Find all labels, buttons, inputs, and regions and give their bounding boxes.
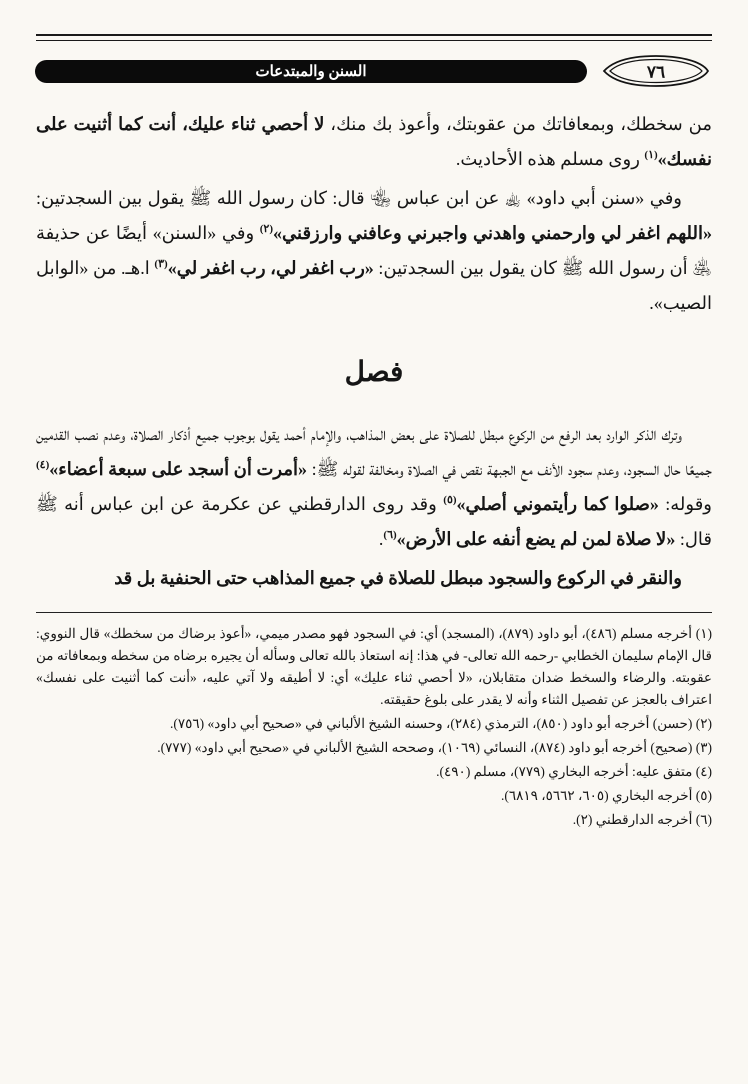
hadith-quote: «اللهم اغفر لي وارحمني واهدني واجبرني وعافني وارزقني» — [273, 223, 712, 243]
text-segment: وترك الذكر الوارد بعد الرفع من الركوع مبطل للصلاة على بعض المذاهب، والإمام أحمد يقول بوجوب جميع أذكار الصلاة، وعدم نصب القدمين جميعًا حال السجود، وعدم سجود الأنف مع الجبهة نقص في الصلاة ومخالفة لقوله ﷺ: — [36, 424, 712, 479]
paragraph-4: والنقر في الركوع والسجود مبطل للصلاة في جميع المذاهب حتى الحنفية بل قد — [114, 568, 682, 588]
footnote-6: (٦) أخرجه الدارقطني (٢). — [572, 812, 712, 827]
footnote-5: (٥) أخرجه البخاري (٦٠٥، ٥٦٦٢، ٦٨١٩). — [500, 788, 712, 803]
footnote-ref-3: (٣) — [154, 258, 168, 270]
text-segment: من سخطك، وبمعافاتك من عقوبتك، وأعوذ بك منك، — [324, 114, 712, 134]
paragraph-2 — [36, 181, 712, 321]
footnote-4: (٤) متفق عليه: أخرجه البخاري (٧٧٩)، مسلم (٤٩٠). — [436, 764, 712, 779]
footnotes — [36, 623, 712, 831]
text-segment: وقوله: — [658, 494, 712, 514]
footnote-ref-1: (١) — [644, 149, 658, 161]
footnote-separator — [36, 612, 712, 613]
page-number: ٧٦ — [646, 62, 666, 82]
top-double-rule — [36, 34, 712, 41]
text-segment: روى مسلم هذه الأحاديث. — [455, 149, 645, 169]
page-number-emblem — [600, 53, 712, 89]
text-segment: وقد روى الدارقطني عن عكرمة عن ابن عباس أنه ﷺ قال: — [36, 494, 712, 549]
footnote-3: (٣) (صحيح) أخرجه أبو داود (٨٧٤)، النسائي (١٠٦٩)، وصححه الشيخ الألباني في «صحيح أبي داود» (٧٧٧). — [157, 740, 712, 755]
footnote-2: (٢) (حسن) أخرجه أبو داود (٨٥٠)، الترمذي (٢٨٤)، وحسنه الشيخ الألباني في «صحيح أبي داود» (٧٥٦). — [170, 716, 712, 731]
footnote-ref-2: (٢) — [259, 223, 274, 235]
footnote-ref-5: (٥) — [443, 494, 457, 506]
hadith-quote: لا أحصي ثناء عليك، أنت كما أثنيت على نفسك» — [36, 114, 712, 169]
book-title: السنن والمبتدعات — [255, 63, 367, 80]
text-segment: وفي «السنن» أيضًا عن حذيفة ﵁ أن رسول الله ﷺ كان يقول بين السجدتين: — [36, 223, 712, 278]
hadith-quote: «لا صلاة لمن لم يضع أنفه على الأرض» — [396, 529, 676, 549]
text-segment: وفي «سنن أبي داود» ﵀ عن ابن عباس ﵄ قال: كان رسول الله ﷺ يقول بين السجدتين: — [36, 188, 682, 208]
paragraph-1 — [36, 107, 712, 177]
page-header — [36, 53, 712, 89]
footnote-1: (١) أخرجه مسلم (٤٨٦)، أبو داود (٨٧٩)، (المسجد) أي: في السجود فهو مصدر ميمي، «أعوذ برضاك من سخطك» قال النووي: قال الإمام سليمان الخطابي -رحمه الله تعالى- في هذا: إنه استعاذ بالله تعالى وسأله أن يجيره برضاه من سخطه وبمعافاته من عقوبته. والرضاء والسخط ضدان متقابلان، «لا أحصي ثناء عليك» أي: لا أطيقه ولا آتي عليه، «أنت كما أثنيت على نفسك» اعتراف بالعجز عن تفصيل الثناء وأنه لا يقدر على بلوغ حقيقته. — [36, 626, 712, 707]
text-segment: . — [378, 529, 384, 549]
hadith-quote: «رب اغفر لي، رب اغفر لي» — [167, 258, 374, 278]
hadith-quote: «أمرت أن أسجد على سبعة أعضاء» — [49, 459, 308, 479]
paragraph-3 — [36, 417, 712, 557]
section-heading: فصل — [344, 357, 404, 388]
hadith-quote: «صلوا كما رأيتموني أصلي» — [456, 494, 659, 514]
chapter-title-banner — [36, 61, 586, 82]
footnote-ref-6: (٦) — [383, 529, 397, 541]
footnote-ref-4: (٤) — [36, 459, 50, 471]
text-segment: ا.هـ. من «الوابل الصيب». — [36, 258, 712, 313]
main-text — [36, 107, 712, 596]
